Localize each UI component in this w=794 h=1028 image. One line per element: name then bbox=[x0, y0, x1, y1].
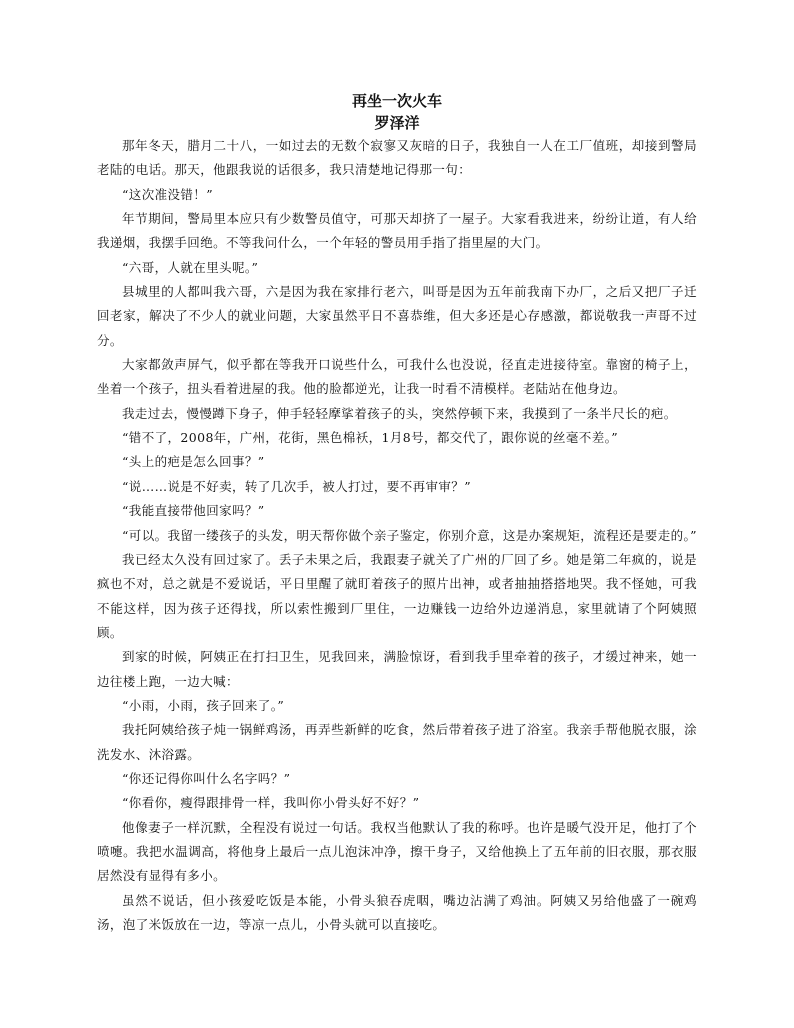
paragraph: “可以。我留一缕孩子的头发，明天帮你做个亲子鉴定，你别介意，这是办案规矩，流程还是要走的。” bbox=[122, 527, 697, 543]
paragraph: 年节期间，警局里本应只有少数警员值守，可那天却挤了一屋子。大家看我进来，纷纷让道，有人给我递烟，我摆手回绝。不等我问什么，一个年轻的警员用手指了指里屋的大门。 bbox=[97, 211, 697, 251]
paragraph: 我托阿姨给孩子炖一锅鲜鸡汤，再弄些新鲜的吃食，然后带着孩子进了浴室。我亲手帮他脱衣服，涂洗发水、沐浴露。 bbox=[97, 722, 697, 762]
paragraph: “头上的疤是怎么回事？” bbox=[122, 454, 265, 470]
paragraph: 大家都敛声屏气，似乎都在等我开口说些什么，可我什么也没说，径直走进接待室。靠窗的椅子上，坐着一个孩子，扭头看着进屋的我。他的脸都逆光，让我一时看不清模样。老陆站在他身边。 bbox=[97, 357, 697, 397]
paragraph: 他像妻子一样沉默，全程没有说过一句话。我权当他默认了我的称呼。也许是暖气没开足，他打了个喷嚏。我把水温调高，将他身上最后一点儿泡沫冲净，擦干身子，又给他换上了五年前的旧衣服，那衣服居然没有显得有多小。 bbox=[97, 819, 697, 884]
paragraph: “你还记得你叫什么名字吗？” bbox=[122, 770, 291, 786]
paragraph: 虽然不说话，但小孩爱吃饭是本能，小骨头狼吞虎咽，嘴边沾满了鸡油。阿姨又另给他盛了一碗鸡汤，泡了米饭放在一边，等凉一点儿，小骨头就可以直接吃。 bbox=[97, 892, 697, 932]
paragraph: “说……说是不好卖，转了几次手，被人打过，要不再审审？” bbox=[122, 478, 471, 494]
paragraph: “我能直接带他回家吗？” bbox=[122, 503, 265, 519]
paragraph: “你看你，瘦得跟排骨一样，我叫你小骨头好不好？” bbox=[122, 795, 420, 811]
article-author: 罗泽洋 bbox=[374, 114, 420, 132]
paragraph: “这次准没错！” bbox=[122, 186, 213, 202]
paragraph: 我已经太久没有回过家了。丢子未果之后，我跟妻子就关了广州的厂回了乡。她是第二年疯的，说是疯也不对，总之就是不爱说话，平日里醒了就盯着孩子的照片出神，或者抽抽搭搭地哭。我不怪她，可我不能这样，因为孩子还得找，所以索性搬到厂里住，一边赚钱一边给外边递消息，家里就请了个阿姨照顾。 bbox=[97, 551, 697, 640]
paragraph: 到家的时候，阿姨正在打扫卫生，见我回来，满脸惊讶，看到我手里牵着的孩子，才缓过神来，她一边往楼上跑，一边大喊： bbox=[97, 649, 697, 689]
paragraph: “错不了，2008年，广州，花街，黑色棉袄，1月8号，都交代了，跟你说的丝毫不差。” bbox=[122, 430, 619, 446]
paragraph: “小雨，小雨，孩子回来了。” bbox=[122, 697, 285, 713]
article-body bbox=[97, 134, 697, 937]
paragraph: 县城里的人都叫我六哥，六是因为我在家排行老六，叫哥是因为五年前我南下办厂，之后又把厂子迁回老家，解决了不少人的就业问题，大家虽然平日不喜恭维，但大多还是心存感激，都说敬我一声哥不过分。 bbox=[97, 284, 697, 348]
article-title: 再坐一次火车 bbox=[351, 92, 442, 110]
paragraph: 我走过去，慢慢蹲下身子，伸手轻轻摩挲着孩子的头，突然停顿下来，我摸到了一条半尺长的疤。 bbox=[122, 405, 677, 421]
paragraph: “六哥，人就在里头呢。” bbox=[122, 259, 259, 275]
paragraph: 那年冬天，腊月二十八，一如过去的无数个寂寥又灰暗的日子，我独自一人在工厂值班，却接到警局老陆的电话。那天，他跟我说的话很多，我只清楚地记得那一句： bbox=[97, 138, 697, 178]
